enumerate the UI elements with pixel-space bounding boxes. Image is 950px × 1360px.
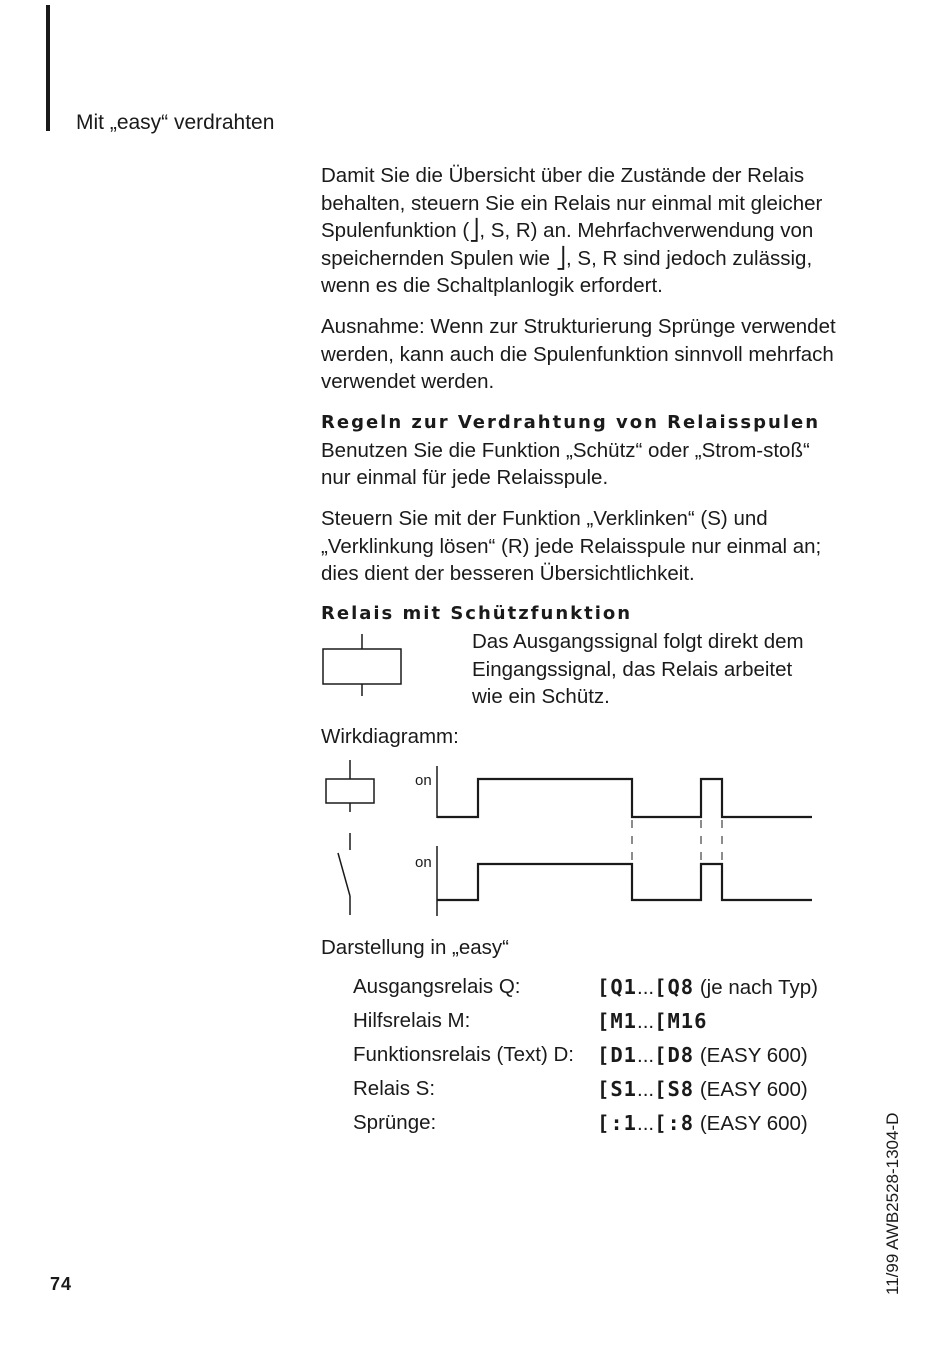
code-to: [S8: [654, 1077, 695, 1101]
signal-label-contact: on: [415, 854, 432, 871]
coil-symbol-icon: [318, 634, 408, 696]
code-to: [Q8: [654, 975, 695, 999]
row-code: [597, 1009, 708, 1034]
contact-icon: [338, 833, 350, 915]
page-number: 74: [50, 1274, 73, 1294]
relay-heading: Relais mit Schützfunktion: [321, 603, 633, 624]
coil-icon: [326, 760, 374, 812]
code-separator: ...: [637, 1044, 655, 1067]
timing-diagram: [318, 758, 818, 920]
code-from: [:1: [597, 1111, 638, 1135]
diagram-label: Wirkdiagramm:: [321, 725, 459, 748]
list-item: [353, 1043, 853, 1077]
row-label: Relais S:: [353, 1077, 436, 1100]
waveform-contact: [437, 864, 812, 900]
signal-label-coil: on: [415, 772, 432, 789]
paragraph-2: [321, 313, 841, 396]
running-title: Mit „easy“ verdrahten: [76, 111, 275, 134]
paragraph-1: [321, 162, 841, 300]
row-code: [597, 1077, 808, 1102]
rules-heading: Regeln zur Verdrahtung von Relaisspulen: [321, 412, 821, 433]
rules-paragraph-2-block: [321, 505, 841, 588]
row-label: Sprünge:: [353, 1111, 437, 1134]
relay-description: [472, 628, 804, 711]
code-from: [S1: [597, 1077, 638, 1101]
paragraph-text: Damit Sie die Übersicht über die Zustände der Relais behalten, steuern Sie ein Relais nur einmal mit gleicher Spulenfunktion (⎦, S, R) an. Mehrfachverwendung von speichernden Spulen wie ⎦, S, R sind jedoch zulässig, wenn es die Schaltplanlogik erfordert.: [321, 164, 823, 297]
relay-heading-block: [321, 600, 841, 628]
document-id: 11/99 AWB2528-1304-D: [883, 1112, 902, 1295]
rules-paragraph-2: Steuern Sie mit der Funktion „Verklinken“ (S) und „Verklinkung lösen“ (R) jede Relaisspule nur einmal an; dies dient der besseren Übersichtlichkeit.: [321, 507, 822, 585]
row-code: [597, 1111, 808, 1136]
code-to: [M16: [654, 1009, 708, 1033]
row-note: (je nach Typ): [699, 976, 818, 999]
list-item: [353, 1009, 853, 1043]
row-note: (EASY 600): [699, 1044, 808, 1067]
display-label: Darstellung in „easy“: [321, 936, 509, 959]
display-list: [353, 975, 853, 1145]
row-label: Ausgangsrelais Q:: [353, 975, 521, 998]
code-from: [D1: [597, 1043, 638, 1067]
code-to: [:8: [654, 1111, 695, 1135]
description-line: wie ein Schütz.: [472, 685, 610, 708]
code-from: [Q1: [597, 975, 638, 999]
list-item: [353, 1111, 853, 1145]
list-item: [353, 1077, 853, 1111]
row-note: (EASY 600): [699, 1112, 808, 1135]
code-separator: ...: [637, 1078, 655, 1101]
description-line: Eingangssignal, das Relais arbeitet: [472, 657, 793, 681]
code-to: [D8: [654, 1043, 695, 1067]
rules-paragraph-1: Benutzen Sie die Funktion „Schütz“ oder „Strom-stoß“ nur einmal für jede Relaisspule.: [321, 438, 810, 489]
row-code: [597, 975, 818, 1000]
row-code: [597, 1043, 808, 1068]
code-from: [M1: [597, 1009, 638, 1033]
waveform-coil: [437, 779, 812, 817]
margin-bar: [46, 5, 50, 131]
row-label: Hilfsrelais M:: [353, 1009, 471, 1032]
code-separator: ...: [637, 976, 655, 999]
description-line: Das Ausgangssignal folgt direkt dem: [472, 630, 804, 653]
row-label: Funktionsrelais (Text) D:: [353, 1043, 575, 1066]
code-separator: ...: [637, 1112, 655, 1135]
list-item: [353, 975, 853, 1009]
paragraph-text: Ausnahme: Wenn zur Strukturierung Sprünge verwendet werden, kann auch die Spulenfunktion sinnvoll mehrfach verwendet werden.: [321, 315, 836, 393]
row-note: (EASY 600): [699, 1078, 808, 1101]
rules-section: [321, 409, 841, 492]
code-separator: ...: [637, 1010, 655, 1033]
